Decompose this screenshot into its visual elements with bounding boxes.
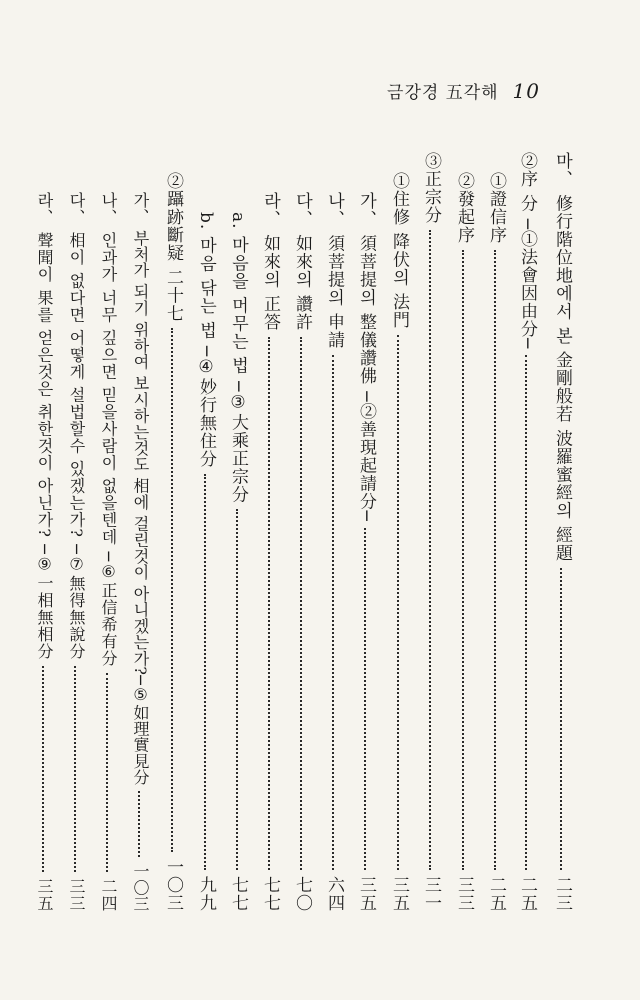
toc-entry (422, 152, 439, 912)
toc-entry-text: 나、 인과가 너무 깊으면 믿을사람이 없을텐데 ─⑥正信希有分 (99, 192, 118, 668)
dot-leader (300, 337, 302, 870)
toc-entry-page: 三五 (35, 878, 54, 912)
toc-entry (293, 192, 310, 912)
toc-entry (100, 192, 116, 912)
toc-entry-page: 一〇三 (163, 858, 183, 912)
toc-entry-page: 九九 (196, 876, 216, 912)
toc-entry-text: ②發起序 (454, 172, 474, 244)
toc-entry-page: 三三 (67, 878, 86, 912)
toc-entry-page: 七七 (228, 876, 248, 912)
toc-entry (487, 172, 504, 912)
toc-entry-text: 라、 如來의 正答 (260, 192, 280, 331)
toc-entry (261, 192, 278, 912)
toc-entry (518, 152, 535, 912)
toc-entry-page: 二五 (486, 876, 506, 912)
toc-entry-text: ②序 分 ─①法會因由分─ (517, 152, 537, 350)
toc-entry-page: 七〇 (292, 876, 312, 912)
toc-entry-text: 나、 須菩提의 申請 (324, 192, 344, 349)
dot-leader (138, 791, 140, 857)
toc-entry-page: 二三 (552, 876, 572, 912)
toc-entry-text: ①證信序 (486, 172, 506, 244)
toc-entry-text: 가、 부처가 되기 위하여 보시하는것도 相에 걸린것이 아니겠는가?─⑤如理實見分 (131, 192, 150, 786)
toc-entry-text: ①住修 降伏의 法門 (389, 172, 409, 329)
toc-entry-page: 六四 (324, 876, 344, 912)
toc-entry-page: 三五 (356, 876, 376, 912)
dot-leader (560, 568, 562, 870)
dot-leader (332, 355, 334, 870)
toc-entry-page: 七七 (260, 876, 280, 912)
toc-entry-page: 一〇三 (131, 863, 150, 912)
toc-entry (197, 212, 214, 912)
toc-entry (36, 192, 52, 912)
toc-entry-text: 가、 須菩提의 整儀讚佛 ─②善現起請分─ (356, 192, 376, 522)
toc-entry (553, 152, 570, 912)
dot-leader (429, 230, 431, 870)
toc-entry-text: 다、 相이 없다면 어떻게 설법할수 있겠는가? ─⑦無得無說分 (67, 192, 86, 660)
toc-entry (132, 192, 148, 912)
dot-leader (236, 509, 238, 870)
toc-entry (229, 212, 246, 912)
dot-leader (462, 250, 464, 870)
toc-entry-page: 三一 (421, 876, 441, 912)
toc-entry-text: 다、 如來의 讚許 (292, 192, 312, 331)
dot-leader (268, 337, 270, 870)
dot-leader (171, 328, 173, 852)
toc-entry (455, 172, 472, 912)
toc-entry-text: a. 마음을 머무는 법 ─③大乘正宗分 (228, 212, 248, 504)
dot-leader (494, 250, 496, 870)
dot-leader (397, 335, 399, 870)
toc-entry-text: 마、 修行階位地에서 본 金剛般若 波羅蜜經의 經題 (552, 152, 572, 563)
dot-leader (74, 666, 76, 872)
dot-leader (204, 474, 206, 870)
book-title: 금강경 五각해 (387, 83, 499, 103)
toc-entry (164, 172, 181, 912)
toc-entry-text: ③正宗分 (421, 152, 441, 224)
running-header (387, 78, 540, 103)
toc-entry (325, 192, 342, 912)
toc-entry-text: ②躡跡斷疑 二十七 (163, 172, 183, 323)
page-number: 10 (512, 79, 540, 103)
dot-leader (106, 673, 108, 872)
toc-entry (68, 192, 84, 912)
toc-entry-page: 三三 (454, 876, 474, 912)
toc-entry-page: 二四 (99, 878, 118, 912)
toc-entry-text: 라、 聲聞이 果를 얻은것은 취한것이 아닌가? ─⑨一相無相分 (35, 192, 54, 660)
toc-entry-page: 二五 (517, 876, 537, 912)
table-of-contents (0, 130, 640, 930)
toc-entry (357, 192, 374, 912)
dot-leader (364, 528, 366, 870)
toc-entry (390, 172, 407, 912)
dot-leader (42, 666, 44, 872)
toc-entry-page: 三五 (389, 876, 409, 912)
dot-leader (525, 355, 527, 870)
toc-entry-text: b. 마음 닦는 법 ─④妙行無住分 (196, 212, 216, 469)
